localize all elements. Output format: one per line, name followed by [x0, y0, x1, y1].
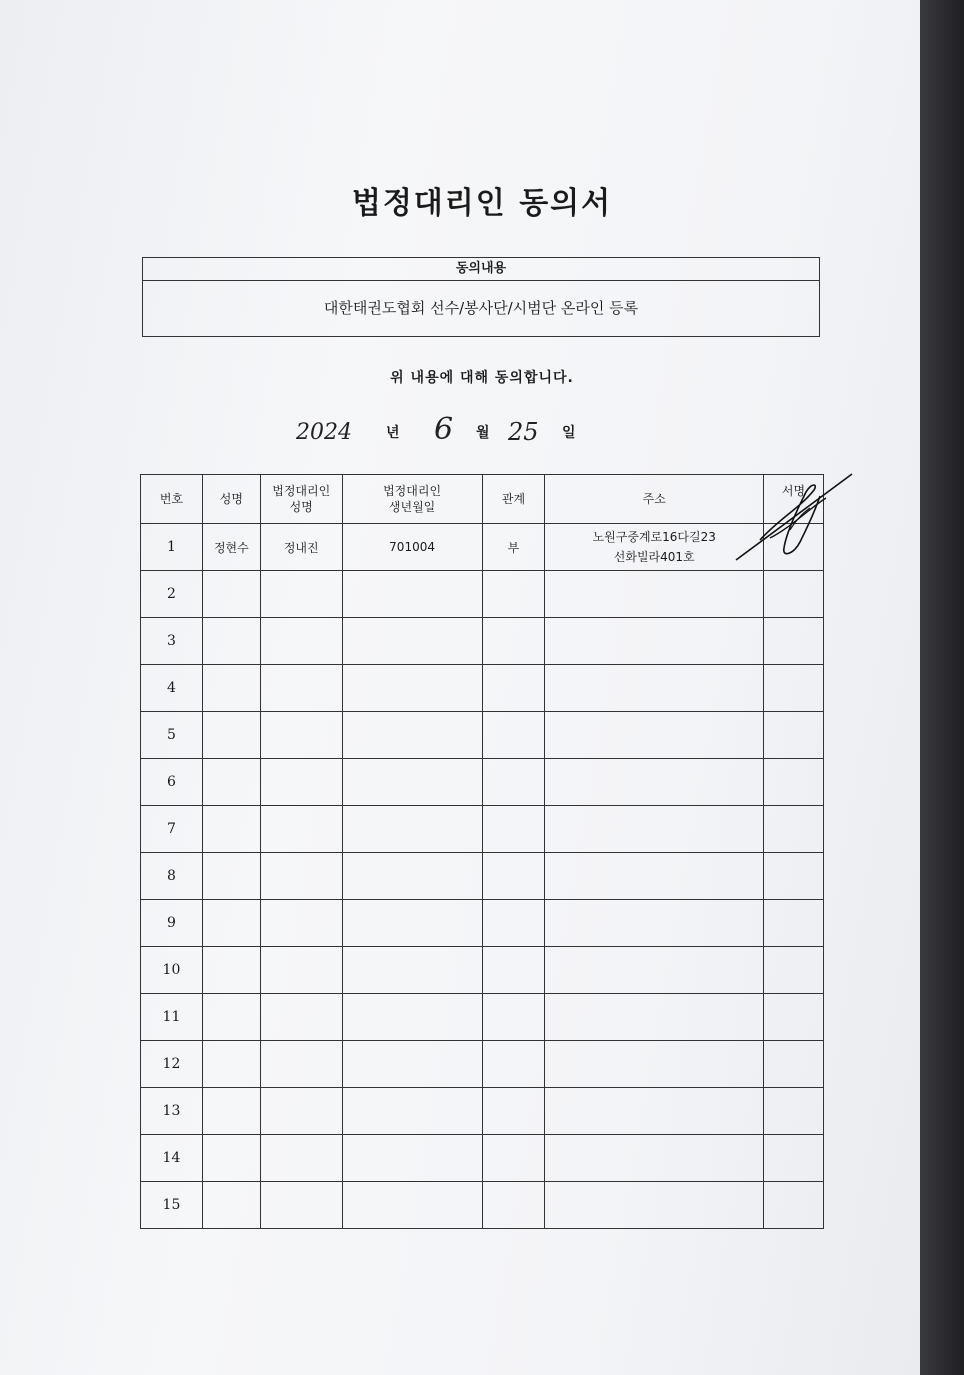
- cell-signature: [764, 1041, 824, 1088]
- cell-relation: [482, 1041, 545, 1088]
- cell-name: 정현수: [202, 524, 260, 571]
- cell-relation: 부: [482, 524, 545, 571]
- cell-number: 5: [141, 712, 203, 759]
- cell-number: 8: [141, 853, 203, 900]
- table-header-row: [141, 475, 824, 524]
- cell-number: 1: [141, 524, 203, 571]
- cell-name: [202, 571, 260, 618]
- cell-guardian-name: [260, 1182, 342, 1229]
- header-relation: 관계: [482, 475, 545, 524]
- header-name: 성명: [202, 475, 260, 524]
- cell-name: [202, 853, 260, 900]
- cell-relation: [482, 1088, 545, 1135]
- date-day-label: 일: [562, 425, 576, 441]
- cell-guardian-birth: [342, 1182, 482, 1229]
- background-edge: [920, 0, 964, 1375]
- cell-number: 14: [141, 1135, 203, 1182]
- date-month: 6: [434, 412, 454, 447]
- date-line: [290, 410, 610, 460]
- cell-number: 4: [141, 665, 203, 712]
- table-row: [141, 524, 824, 571]
- cell-guardian-name: [260, 900, 342, 947]
- cell-guardian-name: 정내진: [260, 524, 342, 571]
- table-row: [141, 1041, 824, 1088]
- table-row: [141, 900, 824, 947]
- cell-guardian-name: [260, 571, 342, 618]
- header-number: 번호: [141, 475, 203, 524]
- table-row: [141, 853, 824, 900]
- cell-address: [545, 1088, 764, 1135]
- cell-name: [202, 994, 260, 1041]
- cell-guardian-birth: [342, 853, 482, 900]
- cell-number: 11: [141, 994, 203, 1041]
- cell-guardian-birth: [342, 1088, 482, 1135]
- cell-signature: [764, 806, 824, 853]
- cell-signature: [764, 994, 824, 1041]
- cell-guardian-birth: [342, 947, 482, 994]
- header-signature: 서명: [764, 475, 824, 524]
- table-row: [141, 712, 824, 759]
- cell-guardian-birth: [342, 1041, 482, 1088]
- table-row: [141, 1088, 824, 1135]
- cell-signature: [764, 1135, 824, 1182]
- table-row: [141, 1135, 824, 1182]
- consent-header: 동의내용: [143, 258, 819, 281]
- cell-relation: [482, 759, 545, 806]
- cell-name: [202, 1041, 260, 1088]
- cell-guardian-birth: [342, 665, 482, 712]
- cell-address: [545, 947, 764, 994]
- cell-relation: [482, 712, 545, 759]
- header-address: 주소: [545, 475, 764, 524]
- cell-signature: [764, 759, 824, 806]
- table-row: [141, 994, 824, 1041]
- cell-guardian-name: [260, 1088, 342, 1135]
- cell-guardian-name: [260, 994, 342, 1041]
- cell-signature: [764, 665, 824, 712]
- cell-number: 9: [141, 900, 203, 947]
- cell-address: [545, 712, 764, 759]
- cell-number: 2: [141, 571, 203, 618]
- agree-statement: 위 내용에 대해 동의합니다.: [390, 370, 574, 386]
- cell-name: [202, 1182, 260, 1229]
- cell-guardian-birth: [342, 571, 482, 618]
- cell-guardian-birth: [342, 759, 482, 806]
- cell-relation: [482, 853, 545, 900]
- cell-guardian-birth: 701004: [342, 524, 482, 571]
- cell-number: 15: [141, 1182, 203, 1229]
- table-row: [141, 759, 824, 806]
- cell-name: [202, 712, 260, 759]
- cell-address: [545, 900, 764, 947]
- cell-relation: [482, 618, 545, 665]
- cell-relation: [482, 947, 545, 994]
- date-day: 25: [508, 418, 539, 446]
- cell-address: [545, 994, 764, 1041]
- cell-signature: [764, 571, 824, 618]
- cell-guardian-name: [260, 947, 342, 994]
- cell-name: [202, 618, 260, 665]
- consent-content: 대한태권도협회 선수/봉사단/시범단 온라인 등록: [323, 299, 639, 317]
- cell-relation: [482, 994, 545, 1041]
- cell-name: [202, 947, 260, 994]
- cell-guardian-birth: [342, 994, 482, 1041]
- guardian-table: [140, 474, 824, 1229]
- cell-guardian-birth: [342, 1135, 482, 1182]
- cell-address: 노원구중계로16다길23 선화빌라401호: [545, 524, 764, 571]
- cell-guardian-name: [260, 853, 342, 900]
- cell-guardian-name: [260, 806, 342, 853]
- table-row: [141, 665, 824, 712]
- cell-relation: [482, 1135, 545, 1182]
- cell-signature: [764, 618, 824, 665]
- table-row: [141, 571, 824, 618]
- cell-signature: [764, 947, 824, 994]
- cell-address: [545, 1041, 764, 1088]
- cell-guardian-name: [260, 759, 342, 806]
- cell-guardian-birth: [342, 618, 482, 665]
- cell-relation: [482, 900, 545, 947]
- cell-name: [202, 759, 260, 806]
- cell-name: [202, 1135, 260, 1182]
- cell-signature: [764, 524, 824, 571]
- cell-relation: [482, 806, 545, 853]
- cell-relation: [482, 571, 545, 618]
- cell-number: 13: [141, 1088, 203, 1135]
- cell-guardian-birth: [342, 900, 482, 947]
- cell-number: 12: [141, 1041, 203, 1088]
- cell-guardian-name: [260, 1135, 342, 1182]
- cell-guardian-name: [260, 1041, 342, 1088]
- table-row: [141, 1182, 824, 1229]
- cell-address: [545, 571, 764, 618]
- page-title: 법정대리인 동의서: [351, 186, 613, 221]
- date-year: 2024: [296, 420, 352, 445]
- cell-signature: [764, 853, 824, 900]
- cell-relation: [482, 665, 545, 712]
- cell-guardian-birth: [342, 712, 482, 759]
- cell-address: [545, 806, 764, 853]
- table-row: [141, 947, 824, 994]
- cell-address: [545, 665, 764, 712]
- cell-address: [545, 853, 764, 900]
- cell-relation: [482, 1182, 545, 1229]
- cell-guardian-name: [260, 618, 342, 665]
- cell-address: [545, 618, 764, 665]
- cell-number: 7: [141, 806, 203, 853]
- cell-guardian-birth: [342, 806, 482, 853]
- cell-name: [202, 806, 260, 853]
- cell-number: 3: [141, 618, 203, 665]
- cell-signature: [764, 712, 824, 759]
- cell-address: [545, 1135, 764, 1182]
- cell-signature: [764, 1088, 824, 1135]
- cell-address: [545, 759, 764, 806]
- date-month-label: 월: [476, 425, 490, 441]
- cell-signature: [764, 1182, 824, 1229]
- cell-name: [202, 665, 260, 712]
- header-guardian-birth: 법정대리인 생년월일: [342, 475, 482, 524]
- cell-name: [202, 900, 260, 947]
- consent-box: [142, 257, 820, 337]
- table-row: [141, 806, 824, 853]
- cell-guardian-name: [260, 712, 342, 759]
- table-row: [141, 618, 824, 665]
- cell-guardian-name: [260, 665, 342, 712]
- cell-number: 10: [141, 947, 203, 994]
- date-year-label: 년: [386, 425, 400, 441]
- cell-name: [202, 1088, 260, 1135]
- cell-signature: [764, 900, 824, 947]
- cell-address: [545, 1182, 764, 1229]
- header-guardian-name: 법정대리인 성명: [260, 475, 342, 524]
- cell-number: 6: [141, 759, 203, 806]
